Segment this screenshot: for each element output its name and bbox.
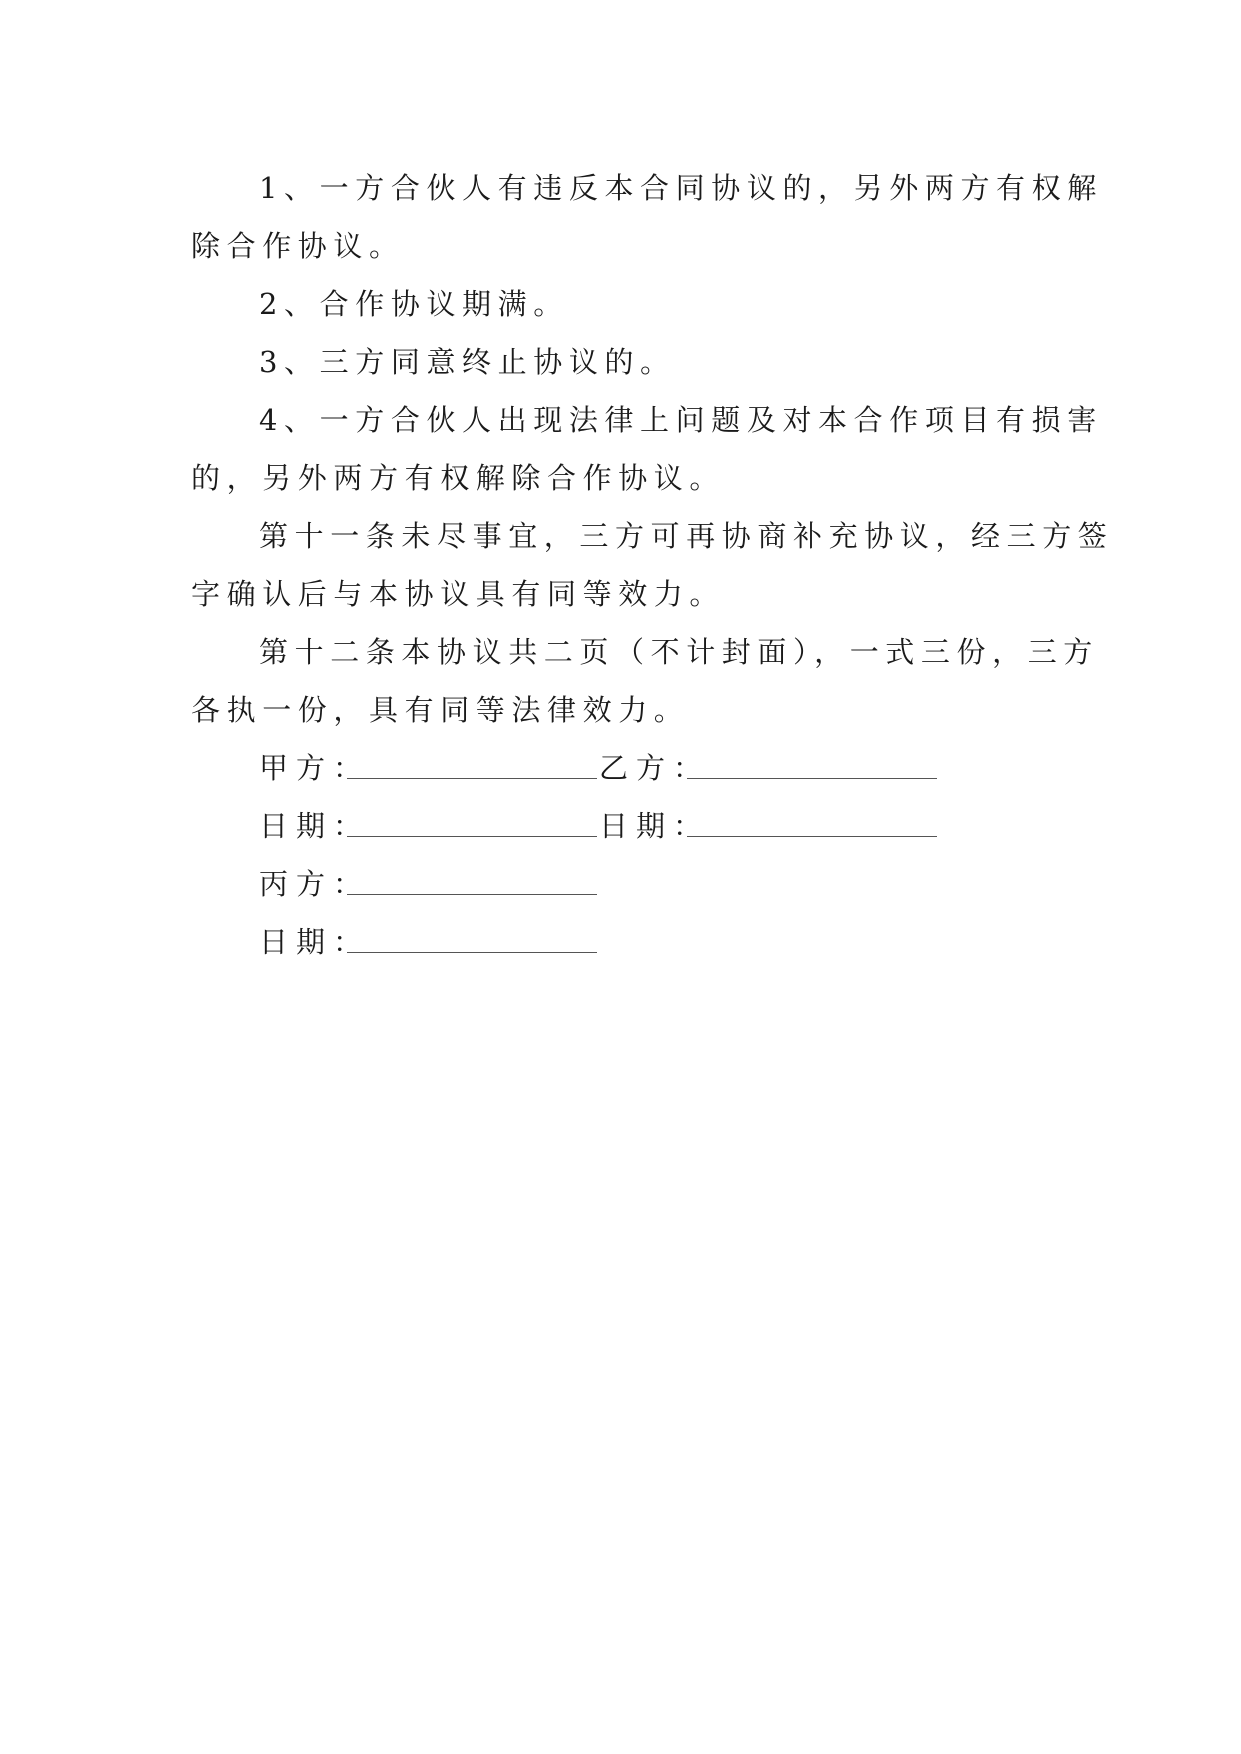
clause-4-line-2: 的，另外两方有权解除合作协议。 — [191, 461, 726, 495]
party-c-label: 丙方： — [259, 867, 371, 901]
article-12-line-2: 各执一份，具有同等法律效力。 — [191, 693, 690, 727]
clause-2-line-1: 2、合作协议期满。 — [259, 287, 569, 321]
party-b-signature-line — [687, 778, 937, 779]
clause-3-line-1: 3、三方同意终止协议的。 — [259, 345, 676, 379]
article-11-line-2: 字确认后与本协议具有同等效力。 — [191, 577, 726, 611]
date-a-label: 日期： — [259, 809, 371, 843]
date-b-line — [687, 836, 937, 837]
clause-1-line-2: 除合作协议。 — [191, 229, 405, 263]
party-a-signature-line — [347, 778, 597, 779]
party-c-signature-line — [347, 894, 597, 895]
article-11-line-1: 第十一条未尽事宜，三方可再协商补充协议，经三方签 — [259, 519, 1114, 553]
clause-1-line-1: 1、一方合伙人有违反本合同协议的，另外两方有权解 — [259, 171, 1103, 205]
date-a-line — [347, 836, 597, 837]
date-b-label: 日期： — [599, 809, 711, 843]
date-c-label: 日期： — [259, 925, 371, 959]
party-a-label: 甲方： — [259, 751, 371, 785]
party-b-label: 乙方： — [599, 751, 711, 785]
date-c-line — [347, 952, 597, 953]
article-12-line-1: 第十二条本协议共二页（不计封面），一式三份，三方 — [259, 635, 1099, 669]
clause-4-line-1: 4、一方合伙人出现法律上问题及对本合作项目有损害 — [259, 403, 1103, 437]
